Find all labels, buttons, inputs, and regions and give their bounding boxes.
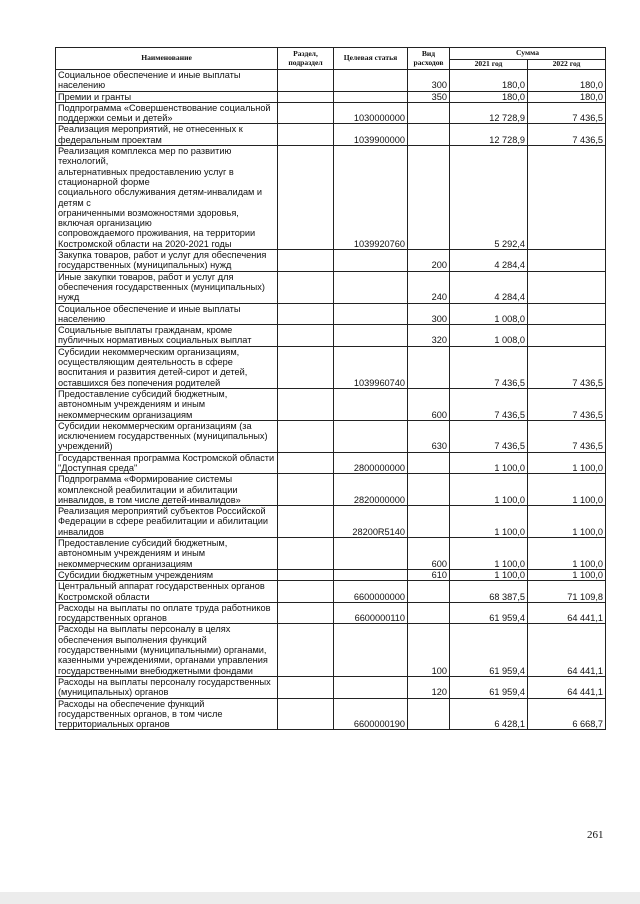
header-year-2022: 2022 год bbox=[528, 60, 606, 70]
cell-sum-2021: 12 728,9 bbox=[450, 124, 528, 146]
cell-section bbox=[278, 569, 334, 580]
header-section: Раздел, подраздел bbox=[278, 48, 334, 70]
cell-kind bbox=[408, 506, 450, 538]
scan-bottom-edge bbox=[0, 892, 640, 904]
cell-name: Расходы на обеспечение функций государственных органов, в том числе территориальных органов bbox=[56, 698, 278, 730]
cell-sum-2021: 4 284,4 bbox=[450, 271, 528, 303]
table-row bbox=[56, 70, 606, 92]
cell-name: Закупка товаров, работ и услуг для обеспечения государственных (муниципальных) нужд bbox=[56, 250, 278, 272]
cell-section bbox=[278, 538, 334, 570]
cell-target bbox=[334, 70, 408, 92]
cell-section bbox=[278, 602, 334, 624]
cell-section bbox=[278, 474, 334, 506]
cell-sum-2021: 180,0 bbox=[450, 91, 528, 102]
table-row bbox=[56, 698, 606, 730]
cell-name: Расходы на выплаты персоналу в целях обеспечения выполнения функций государственными (муниципальными) органами, казенными учреждениями, органами управления государственными внебюджетными фондами bbox=[56, 624, 278, 676]
cell-section bbox=[278, 124, 334, 146]
cell-name: Предоставление субсидий бюджетным, автономным учреждениям и иным некоммерческим организациям bbox=[56, 538, 278, 570]
cell-name: Иные закупки товаров, работ и услуг для обеспечения государственных (муниципальных) нужд bbox=[56, 271, 278, 303]
cell-kind: 240 bbox=[408, 271, 450, 303]
cell-sum-2022: 64 441,1 bbox=[528, 624, 606, 676]
table-row bbox=[56, 569, 606, 580]
cell-section bbox=[278, 250, 334, 272]
cell-target: 1030000000 bbox=[334, 102, 408, 124]
cell-sum-2022: 64 441,1 bbox=[528, 602, 606, 624]
cell-name: Субсидии некоммерческим организациям, осуществляющим деятельность в сфере воспитания и развития детей-сирот и детей, оставшихся без попечения родителей bbox=[56, 346, 278, 388]
table-body bbox=[56, 70, 606, 730]
table-row bbox=[56, 303, 606, 325]
cell-section bbox=[278, 271, 334, 303]
cell-sum-2022 bbox=[528, 303, 606, 325]
table-row bbox=[56, 325, 606, 347]
cell-target: 6600000110 bbox=[334, 602, 408, 624]
cell-sum-2022 bbox=[528, 325, 606, 347]
cell-sum-2021: 180,0 bbox=[450, 70, 528, 92]
cell-target: 2800000000 bbox=[334, 452, 408, 474]
cell-kind bbox=[408, 452, 450, 474]
cell-kind bbox=[408, 124, 450, 146]
cell-section bbox=[278, 91, 334, 102]
cell-target bbox=[334, 538, 408, 570]
table-row bbox=[56, 506, 606, 538]
cell-name: Реализация комплекса мер по развитию технологий, альтернативных предоставлению услуг в стационарной форме социального обслуживания детям-инвалидам и детям с ограниченными возможностями здоровья, включая организацию сопровождаемого проживания, на территории Костромской области на 2020-2021 годы bbox=[56, 146, 278, 250]
cell-kind: 200 bbox=[408, 250, 450, 272]
cell-target: 6600000190 bbox=[334, 698, 408, 730]
cell-sum-2022: 7 436,5 bbox=[528, 420, 606, 452]
cell-sum-2021: 7 436,5 bbox=[450, 420, 528, 452]
cell-sum-2021: 61 959,4 bbox=[450, 602, 528, 624]
cell-section bbox=[278, 698, 334, 730]
cell-kind: 630 bbox=[408, 420, 450, 452]
cell-name: Субсидии некоммерческим организациям (за исключением государственных (муниципальных) учреждений) bbox=[56, 420, 278, 452]
cell-kind: 300 bbox=[408, 70, 450, 92]
cell-sum-2021: 7 436,5 bbox=[450, 346, 528, 388]
cell-name: Субсидии бюджетным учреждениям bbox=[56, 569, 278, 580]
cell-kind bbox=[408, 474, 450, 506]
cell-name: Реализация мероприятий субъектов Российской Федерации в сфере реабилитации и абилитации инвалидов bbox=[56, 506, 278, 538]
cell-section bbox=[278, 388, 334, 420]
cell-target: 1039920760 bbox=[334, 146, 408, 250]
header-name: Наименование bbox=[56, 48, 278, 70]
cell-name: Реализация мероприятий, не отнесенных к федеральным проектам bbox=[56, 124, 278, 146]
cell-sum-2021: 61 959,4 bbox=[450, 624, 528, 676]
table-row bbox=[56, 474, 606, 506]
cell-section bbox=[278, 506, 334, 538]
cell-sum-2022: 1 100,0 bbox=[528, 506, 606, 538]
cell-sum-2022: 7 436,5 bbox=[528, 124, 606, 146]
cell-target: 1039900000 bbox=[334, 124, 408, 146]
table-row bbox=[56, 124, 606, 146]
cell-sum-2021: 4 284,4 bbox=[450, 250, 528, 272]
cell-kind: 610 bbox=[408, 569, 450, 580]
cell-section bbox=[278, 452, 334, 474]
cell-kind: 120 bbox=[408, 676, 450, 698]
cell-kind: 350 bbox=[408, 91, 450, 102]
cell-sum-2022: 7 436,5 bbox=[528, 388, 606, 420]
cell-name: Премии и гранты bbox=[56, 91, 278, 102]
cell-sum-2021: 7 436,5 bbox=[450, 388, 528, 420]
cell-sum-2022 bbox=[528, 250, 606, 272]
cell-sum-2021: 1 100,0 bbox=[450, 538, 528, 570]
cell-sum-2022: 71 109,8 bbox=[528, 581, 606, 603]
cell-section bbox=[278, 325, 334, 347]
cell-sum-2021: 1 100,0 bbox=[450, 506, 528, 538]
cell-name: Расходы на выплаты персоналу государственных (муниципальных) органов bbox=[56, 676, 278, 698]
table-row bbox=[56, 271, 606, 303]
cell-sum-2021: 6 428,1 bbox=[450, 698, 528, 730]
cell-sum-2021: 1 100,0 bbox=[450, 452, 528, 474]
cell-target bbox=[334, 271, 408, 303]
cell-sum-2021: 1 100,0 bbox=[450, 474, 528, 506]
cell-sum-2022: 6 668,7 bbox=[528, 698, 606, 730]
cell-target: 28200R5140 bbox=[334, 506, 408, 538]
cell-name: Подпрограмма «Формирование системы комплексной реабилитации и абилитации инвалидов, в том числе детей-инвалидов» bbox=[56, 474, 278, 506]
table-row bbox=[56, 420, 606, 452]
cell-target bbox=[334, 420, 408, 452]
cell-name: Социальные выплаты гражданам, кроме публичных нормативных социальных выплат bbox=[56, 325, 278, 347]
cell-sum-2022: 1 100,0 bbox=[528, 452, 606, 474]
table-row bbox=[56, 346, 606, 388]
cell-sum-2022: 7 436,5 bbox=[528, 346, 606, 388]
cell-target bbox=[334, 388, 408, 420]
cell-section bbox=[278, 102, 334, 124]
page-number: 261 bbox=[587, 829, 604, 841]
cell-target bbox=[334, 250, 408, 272]
table-row bbox=[56, 388, 606, 420]
cell-sum-2021: 61 959,4 bbox=[450, 676, 528, 698]
cell-sum-2021: 5 292,4 bbox=[450, 146, 528, 250]
cell-kind bbox=[408, 346, 450, 388]
table-row bbox=[56, 581, 606, 603]
table-row bbox=[56, 602, 606, 624]
cell-sum-2022: 1 100,0 bbox=[528, 538, 606, 570]
header-sum: Сумма bbox=[450, 48, 606, 60]
cell-sum-2021: 1 100,0 bbox=[450, 569, 528, 580]
header-target: Целевая статья bbox=[334, 48, 408, 70]
cell-target bbox=[334, 303, 408, 325]
table-row bbox=[56, 102, 606, 124]
cell-name: Предоставление субсидий бюджетным, автономным учреждениям и иным некоммерческим организациям bbox=[56, 388, 278, 420]
table-row bbox=[56, 676, 606, 698]
table-row bbox=[56, 452, 606, 474]
cell-kind bbox=[408, 102, 450, 124]
table-row bbox=[56, 250, 606, 272]
cell-sum-2022: 180,0 bbox=[528, 70, 606, 92]
cell-section bbox=[278, 346, 334, 388]
cell-name: Центральный аппарат государственных органов Костромской области bbox=[56, 581, 278, 603]
cell-target bbox=[334, 325, 408, 347]
cell-kind bbox=[408, 146, 450, 250]
cell-sum-2022: 7 436,5 bbox=[528, 102, 606, 124]
table-row bbox=[56, 146, 606, 250]
cell-kind bbox=[408, 602, 450, 624]
budget-table bbox=[55, 47, 606, 730]
table-header bbox=[56, 48, 606, 70]
header-kind: Вид расходов bbox=[408, 48, 450, 70]
cell-target: 1039960740 bbox=[334, 346, 408, 388]
cell-kind: 600 bbox=[408, 388, 450, 420]
cell-sum-2021: 1 008,0 bbox=[450, 325, 528, 347]
cell-target bbox=[334, 624, 408, 676]
cell-sum-2022: 180,0 bbox=[528, 91, 606, 102]
cell-section bbox=[278, 420, 334, 452]
cell-kind bbox=[408, 581, 450, 603]
cell-target bbox=[334, 676, 408, 698]
cell-sum-2022: 1 100,0 bbox=[528, 569, 606, 580]
table-row bbox=[56, 91, 606, 102]
cell-target: 6600000000 bbox=[334, 581, 408, 603]
cell-kind bbox=[408, 698, 450, 730]
cell-sum-2021: 12 728,9 bbox=[450, 102, 528, 124]
cell-target bbox=[334, 91, 408, 102]
cell-sum-2022: 64 441,1 bbox=[528, 676, 606, 698]
cell-section bbox=[278, 581, 334, 603]
cell-section bbox=[278, 70, 334, 92]
cell-name: Государственная программа Костромской области "Доступная среда" bbox=[56, 452, 278, 474]
cell-sum-2021: 68 387,5 bbox=[450, 581, 528, 603]
cell-name: Расходы на выплаты по оплате труда работников государственных органов bbox=[56, 602, 278, 624]
cell-target: 2820000000 bbox=[334, 474, 408, 506]
cell-name: Социальное обеспечение и иные выплаты населению bbox=[56, 70, 278, 92]
cell-sum-2022 bbox=[528, 146, 606, 250]
cell-sum-2022: 1 100,0 bbox=[528, 474, 606, 506]
header-year-2021: 2021 год bbox=[450, 60, 528, 70]
cell-section bbox=[278, 303, 334, 325]
cell-section bbox=[278, 146, 334, 250]
cell-sum-2021: 1 008,0 bbox=[450, 303, 528, 325]
cell-target bbox=[334, 569, 408, 580]
cell-kind: 100 bbox=[408, 624, 450, 676]
cell-sum-2022 bbox=[528, 271, 606, 303]
cell-section bbox=[278, 624, 334, 676]
cell-name: Подпрограмма «Совершенствование социальной поддержки семьи и детей» bbox=[56, 102, 278, 124]
cell-kind: 320 bbox=[408, 325, 450, 347]
cell-section bbox=[278, 676, 334, 698]
cell-kind: 600 bbox=[408, 538, 450, 570]
table-row bbox=[56, 624, 606, 676]
table-row bbox=[56, 538, 606, 570]
cell-name: Социальное обеспечение и иные выплаты населению bbox=[56, 303, 278, 325]
cell-kind: 300 bbox=[408, 303, 450, 325]
